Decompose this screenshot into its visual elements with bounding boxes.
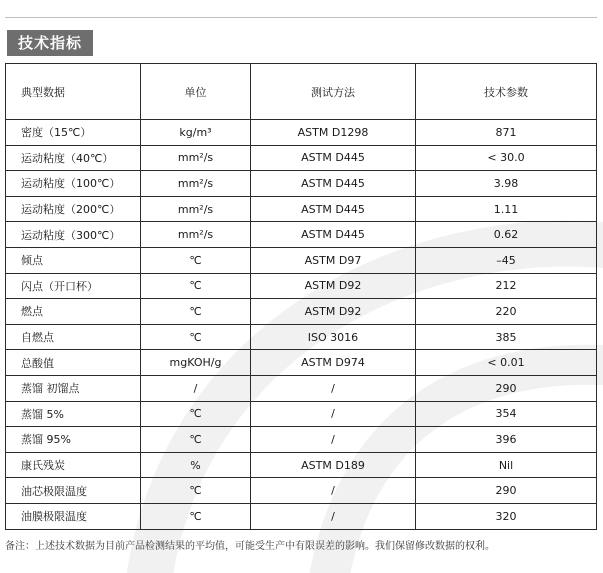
cell-value: Nil: [416, 452, 597, 478]
table-header-row: [6, 64, 597, 120]
cell-value: 212: [416, 273, 597, 299]
cell-unit: ℃: [141, 478, 251, 504]
cell-unit: mm²/s: [141, 222, 251, 248]
table-row: [6, 478, 597, 504]
table-row: [6, 273, 597, 299]
cell-property: 蒸馏 5%: [6, 401, 141, 427]
cell-value: 3.98: [416, 171, 597, 197]
cell-property: 油膜极限温度: [6, 503, 141, 529]
cell-method: ASTM D92: [251, 299, 416, 325]
top-divider: [5, 17, 597, 18]
cell-value: 1.11: [416, 196, 597, 222]
cell-property: 倾点: [6, 247, 141, 273]
table-row: [6, 427, 597, 453]
cell-property: 总酸值: [6, 350, 141, 376]
footnote: 备注：上述技术数据为目前产品检测结果的平均值，可能受生产中有限误差的影响。我们保留修改数据的权利。: [5, 541, 495, 552]
table-row: [6, 350, 597, 376]
cell-value: < 0.01: [416, 350, 597, 376]
cell-unit: mm²/s: [141, 171, 251, 197]
cell-value: –45: [416, 247, 597, 273]
cell-property: 康氏残炭: [6, 452, 141, 478]
cell-value: < 30.0: [416, 145, 597, 171]
cell-method: ASTM D445: [251, 171, 416, 197]
cell-method: ASTM D445: [251, 222, 416, 248]
cell-method: /: [251, 478, 416, 504]
table-row: [6, 196, 597, 222]
cell-unit: kg/m³: [141, 120, 251, 146]
cell-method: ASTM D189: [251, 452, 416, 478]
cell-unit: ℃: [141, 273, 251, 299]
cell-unit: mgKOH/g: [141, 350, 251, 376]
cell-property: 密度（15℃）: [6, 120, 141, 146]
table-row: [6, 247, 597, 273]
table-row: [6, 299, 597, 325]
header-test-method: 测试方法: [251, 64, 416, 120]
cell-unit: ℃: [141, 401, 251, 427]
cell-method: ASTM D974: [251, 350, 416, 376]
cell-value: 396: [416, 427, 597, 453]
cell-method: ASTM D445: [251, 145, 416, 171]
cell-unit: /: [141, 375, 251, 401]
table-row: [6, 120, 597, 146]
table-body: [6, 120, 597, 530]
cell-value: 0.62: [416, 222, 597, 248]
cell-method: ASTM D445: [251, 196, 416, 222]
cell-unit: %: [141, 452, 251, 478]
spec-table: [5, 63, 597, 530]
cell-method: /: [251, 503, 416, 529]
cell-property: 运动粘度（200℃）: [6, 196, 141, 222]
cell-property: 蒸馏 初馏点: [6, 375, 141, 401]
cell-property: 蒸馏 95%: [6, 427, 141, 453]
table-row: [6, 503, 597, 529]
header-unit: 单位: [141, 64, 251, 120]
cell-unit: mm²/s: [141, 145, 251, 171]
cell-method: /: [251, 401, 416, 427]
header-technical-parameter: 技术参数: [416, 64, 597, 120]
cell-method: ASTM D92: [251, 273, 416, 299]
cell-property: 闪点（开口杯）: [6, 273, 141, 299]
cell-unit: mm²/s: [141, 196, 251, 222]
table-row: [6, 375, 597, 401]
cell-unit: ℃: [141, 299, 251, 325]
cell-unit: ℃: [141, 503, 251, 529]
header-typical-data: 典型数据: [6, 64, 141, 120]
table-row: [6, 401, 597, 427]
cell-method: /: [251, 427, 416, 453]
cell-unit: ℃: [141, 247, 251, 273]
cell-method: ISO 3016: [251, 324, 416, 350]
cell-value: 385: [416, 324, 597, 350]
table-row: [6, 452, 597, 478]
cell-value: 290: [416, 478, 597, 504]
cell-property: 运动粘度（300℃）: [6, 222, 141, 248]
cell-property: 油芯极限温度: [6, 478, 141, 504]
cell-unit: ℃: [141, 427, 251, 453]
cell-unit: ℃: [141, 324, 251, 350]
cell-property: 运动粘度（100℃）: [6, 171, 141, 197]
cell-value: 354: [416, 401, 597, 427]
cell-method: ASTM D97: [251, 247, 416, 273]
table-row: [6, 324, 597, 350]
cell-value: 220: [416, 299, 597, 325]
cell-method: /: [251, 375, 416, 401]
cell-value: 320: [416, 503, 597, 529]
cell-value: 871: [416, 120, 597, 146]
cell-method: ASTM D1298: [251, 120, 416, 146]
table-row: [6, 145, 597, 171]
table-row: [6, 171, 597, 197]
cell-property: 运动粘度（40℃）: [6, 145, 141, 171]
cell-value: 290: [416, 375, 597, 401]
table-row: [6, 222, 597, 248]
section-title: 技术指标: [7, 30, 93, 56]
cell-property: 自燃点: [6, 324, 141, 350]
cell-property: 燃点: [6, 299, 141, 325]
